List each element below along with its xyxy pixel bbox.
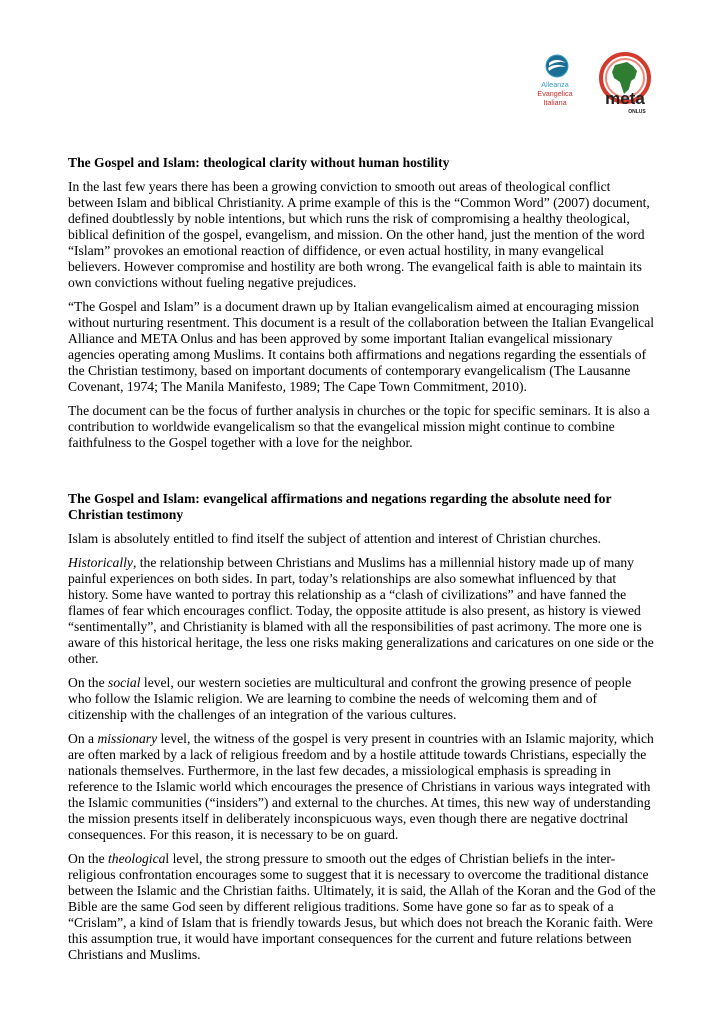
section2-paragraph-2 [68, 555, 658, 667]
section2-paragraph-3-pre: On the [68, 675, 109, 690]
section2-paragraph-1: Islam is absolutely entitled to find itself the subject of attention and interest of Christian churches. [68, 531, 602, 546]
theological-emphasis: theologica [108, 851, 166, 866]
aei-logo-line3: Italiana [543, 98, 567, 107]
aei-logo [527, 54, 583, 114]
section2-paragraph-2-text: , the relationship between Christians and Muslims has a millennial history made up of many painful experiences on both sides. In part, today’s relationships are also somewhat influenced by that history. Some have wanted to portray this relationship as a “clash of civilizations” and have fanned the flames of fear which encourages conflict. Today, the opposite attitude is also present, as history is viewed “sentimentally”, and Christianity is blamed with all the responsibilities of past acrimony. The more one is aware of this historical heritage, the less one risks making generalizations and caricatures on one side or the other. [68, 555, 654, 666]
section2-paragraph-4-pre: On a [68, 731, 98, 746]
section2-paragraph-5 [68, 851, 658, 963]
section1-paragraph-3: The document can be the focus of further analysis in churches or the topic for specific seminars. It is also a contribution to worldwide evangelicalism so that the evangelical mission might continue to combine faithfulness to the Gospel together with a love for the neighbor. [68, 403, 650, 450]
social-emphasis: social [108, 675, 141, 690]
document-body [68, 155, 658, 971]
meta-logo [591, 51, 661, 115]
section2-paragraph-3 [68, 675, 658, 723]
section2-title: The Gospel and Islam: evangelical affirmations and negations regarding the absolute need for Christian testimony [68, 491, 612, 522]
section2-paragraph-5-pre: On the [68, 851, 109, 866]
aei-logo-line2: Evangelica [537, 89, 573, 98]
aei-logo-line1: Alleanza [541, 80, 569, 89]
section1-title: The Gospel and Islam: theological clarity without human hostility [68, 155, 450, 170]
section2-paragraph-4 [68, 731, 658, 843]
section2-paragraph-4-text: level, the witness of the gospel is very present in countries with an Islamic majority, which are often marked by a lack of religious freedom and by a hostile attitude towards Christians, especially the nationals themselves. Furthermore, in the last few decades, a missiological emphasis is spreading in reference to the Islamic world which encourages the presence of Christians in various ways integrated with the Islamic communities (“insiders”) and external to the churches. At times, this new way of understanding the mission presents itself in deliberately inconspicuous ways, even though there are negative doctrinal consequences. For this reason, it is necessary to be on guard. [68, 731, 654, 842]
meta-logo-sub: ONLUS [628, 109, 646, 115]
missionary-emphasis: missionary [97, 731, 158, 746]
historically-emphasis: Historically [68, 555, 133, 570]
aei-globe-icon [545, 54, 569, 78]
meta-logo-name: meta [605, 89, 645, 108]
section-spacer [68, 459, 658, 491]
section2-paragraph-3-text: level, our western societies are multicultural and confront the growing presence of people who follow the Islamic religion. We are learning to combine the needs of welcoming them and of citizenship with the challenges of an integration of the various cultures. [68, 675, 632, 722]
section1-paragraph-1: In the last few years there has been a growing conviction to smooth out areas of theological conflict between Islam and biblical Christianity. A prime example of this is the “Common Word” (2007) document, defined doubtlessly by noble intentions, but which runs the risk of compromising a healthy theological, biblical definition of the gospel, evangelism, and mission. On the other hand, just the mention of the word “Islam” provokes an emotional reaction of diffidence, or even actual hostility, in many evangelical believers. However compromise and hostility are both wrong. The evangelical faith is able to maintain its own convictions without fueling negative prejudices. [68, 179, 650, 290]
section1-paragraph-2: “The Gospel and Islam” is a document drawn up by Italian evangelicalism aimed at encouraging mission without nurturing resentment. This document is a result of the collaboration between the Italian Evangelical Alliance and META Onlus and has been approved by some important Italian evangelical missionary agencies operating among Muslims. It contains both affirmations and negations regarding the essentials of the Christian testimony, based on important documents of contemporary evangelicalism (The Lausanne Covenant, 1974; The Manila Manifesto, 1989; The Cape Town Commitment, 2010). [68, 299, 654, 394]
section2-paragraph-5-text: l level, the strong pressure to smooth out the edges of Christian beliefs in the inter-religious confrontation encourages some to suggest that it is necessary to overcome the traditional distance between the Islamic and the Christian faiths. Ultimately, it is said, the Allah of the Koran and the God of the Bible are the same God seen by different religious traditions. Some have gone so far as to speak of a “Crislam”, a kind of Islam that is friendly towards Jesus, but which does not breach the Koranic faith. Were this assumption true, it would have important consequences for the current and future relations between Christians and Muslims. [68, 851, 656, 962]
